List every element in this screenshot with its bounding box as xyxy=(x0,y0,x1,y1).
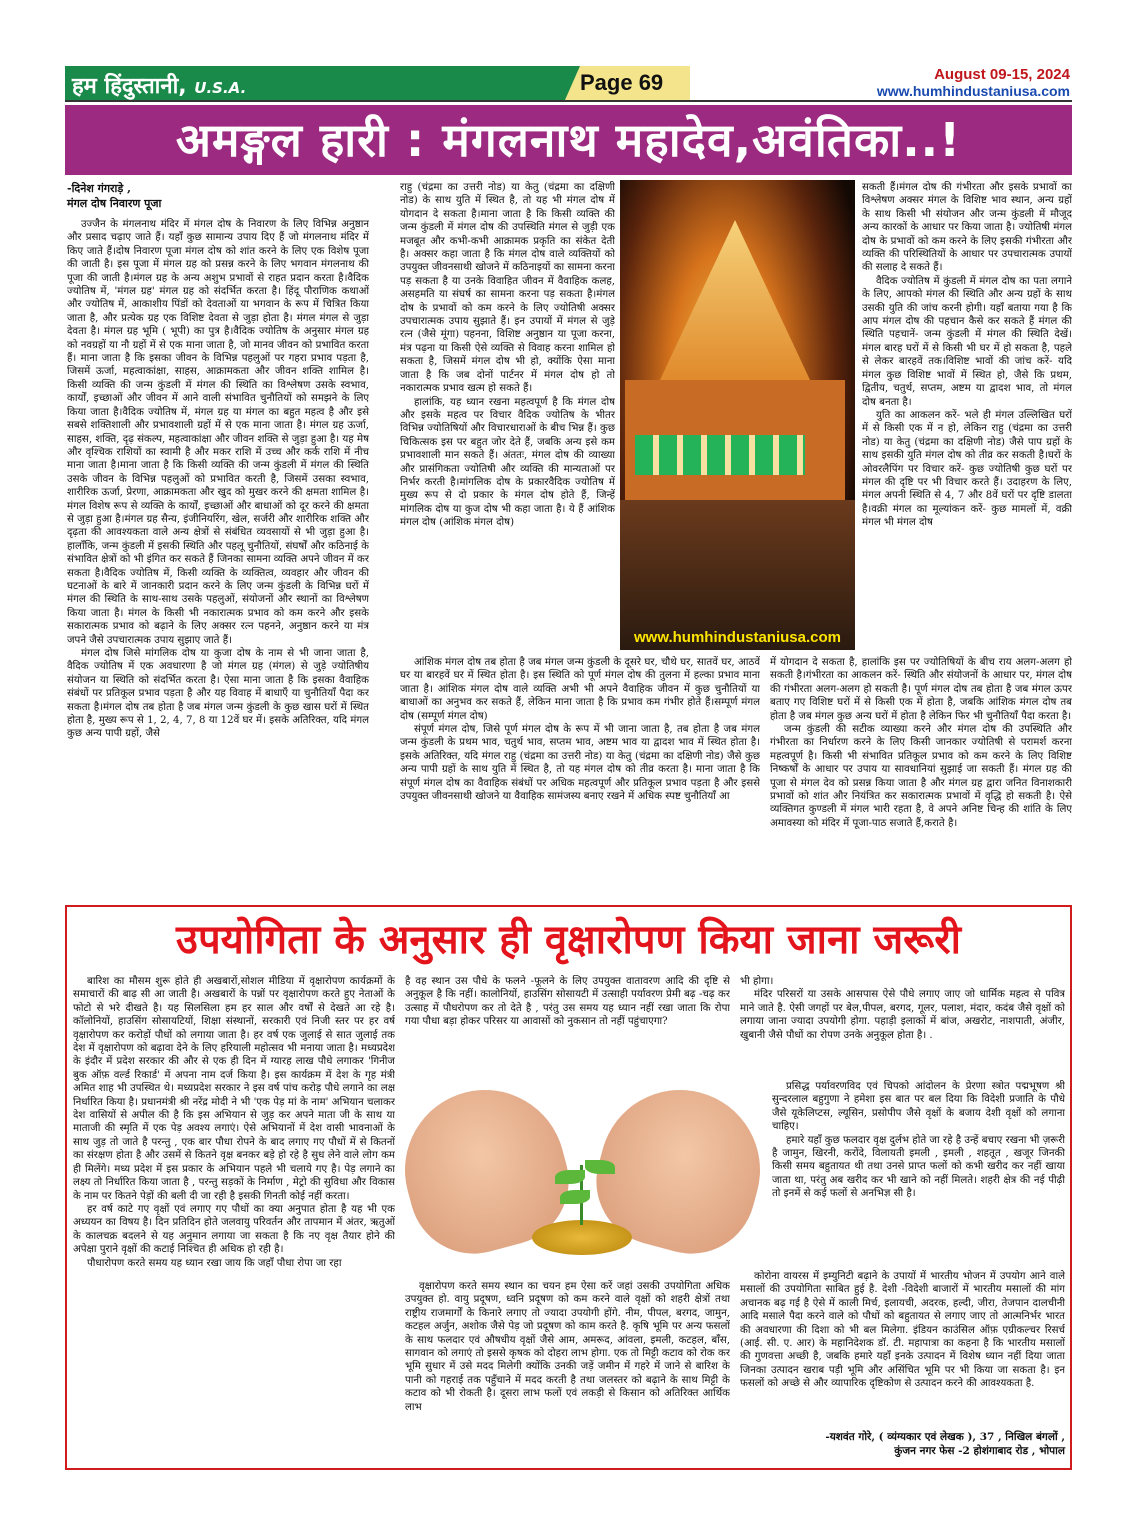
article2-headline: उपयोगिता के अनुसार ही वृक्षारोपण किया जाना जरूरी xyxy=(176,917,961,963)
temple-spire xyxy=(660,220,810,380)
paragraph: राहु (चंद्रमा का उत्तरी नोड) या केतु (चंद्रमा का दक्षिणी नोड) के साथ युति में स्थित है, तो यह भी मंगल दोष में योगदान दे सकता है।माना जाता है कि किसी व्यक्ति की जन्म कुंडली में मंगल दोष की उपस्थिति मंगल से जुड़ी एक मजबूत और कभी-कभी आक्रामक प्रकृति का संकेत देती है। अक्सर कहा जाता है कि मंगल दोष वाले व्यक्तियों को उपयुक्त जीवनसाथी खोजने में कठिनाइयों का सामना करना पड़ सकता है या उनके विवाहित जीवन में वैवाहिक कलह, असहमति या संघर्ष का सामना करना पड़ सकता है।मंगल दोष के प्रभावों को कम करने के लिए ज्योतिषी अक्सर उपचारात्मक उपाय सुझाते हैं। इन उपायों में मंगल से जुड़े रत्न (जैसे मूंगा) पहनना, विशिष्ट अनुष्ठान या पूजा करना, मंत्र पढ़ना या किसी ऐसे व्यक्ति से विवाह करना शामिल हो सकता है, जिसमें मंगल दोष भी हो, क्योंकि ऐसा माना जाता है कि जब दोनों पार्टनर में मंगल दोष हो तो नकारात्मक प्रभाव खत्म हो सकते हैं। xyxy=(400,182,615,395)
article2-column-2-top xyxy=(405,975,730,1067)
paragraph: वैदिक ज्योतिष में कुंडली में मंगल दोष का पता लगाने के लिए, आपको मंगल की स्थिति और अन्य ग्रहों के साथ उसकी युति की जांच करनी होगी। यहाँ बताया गया है कि आप मंगल दोष की पहचान कैसे कर सकते हैं मंगल की स्थिति पहचानें- जन्म कुंडली में मंगल की स्थिति देखें। मंगल बारह घरों में से किसी भी घर में हो सकता है, पहले से लेकर बारहवें तक।विशिष्ट भावों की जांच करें- यदि मंगल कुछ विशिष्ट भावों में स्थित हो, जैसे कि प्रथम, द्वितीय, चतुर्थ, सप्तम, अष्टम या द्वादश भाव, तो मंगल दोष बनता है। xyxy=(862,275,1072,408)
hands-plant-illustration xyxy=(400,1070,765,1270)
article1-column-3-continued xyxy=(770,656,1072,896)
brand-text: हम हिंदुस्तानी, xyxy=(72,74,187,99)
paragraph: वृक्षारोपण करते समय स्थान का चयन हम ऐसा करें जहां उसकी उपयोगिता अधिक उपयुक्त हो. वायु प्रदूषण, ध्वनि प्रदूषण को कम करने वाले वृक्षों को शहरी क्षेत्रों तथा राष्ट्रीय राजमार्गों के किनारे लगाए तो ज्यादा उपयोगी होंगे. नीम, पीपल, बरगद, जामुन, कटहल अर्जुन, अशोक जैसे पेड़ जो प्रदूषण को काम करते है. कृषि भूमि पर अन्य फसलों के साथ फलदार एवं औषधीय वृक्षों जैसे आम, अमरूद, आंवला, इमली, कटहल, बाँस, सागवान को लगाएं तो इससे कृषक को दोहरा लाभ होगा. एक तो मिट्टी कटाव को रोक कर भूमि सुधार में उसे मदद मिलेगी क्योंकि उनकी जड़ें जमीन में गहरे में जाने से बारिश के पानी को गहराई तक पहुँचाने में मदद करती है तथा जलस्तर को बढ़ाने के साथ मिट्टी के कटाव को भी रोकती है। दूसरा लाभ फलों एवं लकड़ी से किसान को अतिरिक्त आर्थिक लाभ xyxy=(405,1281,730,1413)
leaf xyxy=(560,1190,590,1204)
author-address: कुंजन नगर फेस -2 होशंगाबाद रोड , भोपाल xyxy=(894,1445,1065,1457)
article2-column-3-top xyxy=(740,975,1065,1065)
paragraph: बारिश का मौसम शुरू होते ही अखबारों,सोशल मीडिया में वृक्षारोपण कार्यक्रमों के समाचारों की बाढ़ सी आ जाती है। अखबारों के पन्नों पर वृक्षारोपण करते हुए नेताओं के फोटो से भरे दीखते है। यह सिलसिला हम हर साल और वर्षों से देखते आ रहे है। कॉलोनियों, हाउसिंग सोसायटियों, शिक्षा संस्थानों, सरकारी एवं निजी स्तर पर हर वर्ष वृक्षारोपण कर करोड़ों पौधों को लगाया जाता है। हर वर्ष एक जुलाई से सात जुलाई तक देश में वृक्षारोपण को बढ़ावा देने के लिए हरियाली महोत्सव भी मनाया जाता है। मध्यप्रदेश के इंदौर में प्रदेश सरकार की और से एक ही दिन में ग्यारह लाख पौधे लगाकर 'गिनीज बुक ऑफ़ वर्ल्ड रिकार्ड' में अपना नाम दर्ज किया है। इस कार्यक्रम में देश के गृह मंत्री अमित शाह भी उपस्थित थे। मध्यप्रदेश सरकार ने इस वर्ष पांच करोड़ पौधे लगाने का लक्ष निर्धारित किया है। प्रधानमंत्री श्री नरेंद्र मोदी ने भी 'एक पेड़ मां के नाम' अभियान चलाकर देश वासियों से अपील की है कि इस अभियान से जुड़ कर अपने माता जी के साथ या माताजी की स्मृति में एक पेड़ अवश्य लगाएं। ऐसे अभियानों में देश वासी भावनाओं के साथ जुड़ तो जाते है परन्तु , एक बार पौधा रोपने के बाद लगाए गए पौधों में से कितनों का संरक्षण होता है और उसमें से कितने वृक्ष बनकर बड़े हो रहे है सुध लेने वाले लोग कम ही मिलेंगे। मध्य प्रदेश में इस प्रकार के अभियान पहले भी चलाये गए है। पेड़ लगाने का लक्ष्य तो निर्धारित किया जाता है , परन्तु सड़कों के निर्माण , मेट्रो की सुविधा और विकास के नाम पर कितने पेड़ों की बली दी जा रही है इसकी गिनती कोई नहीं करता। xyxy=(73,976,395,1202)
issue-date: August 09-15, 2024 xyxy=(934,66,1070,83)
article1-byline xyxy=(67,181,161,211)
paragraph: प्रसिद्ध पर्यावरणविद एवं चिपको आंदोलन के प्रेरणा स्त्रोत पद्मभूषण श्री सुन्दरलाल बहुगुणा ने हमेशा इस बात पर बल दिया कि विदेशी प्रजाति के पौधे जैसे यूकेलिप्टस, ल्यूसिन, प्रसोपीप जैसे वृक्षों के बजाय देशी वृक्षों को लगाना चाहिए। xyxy=(772,1081,1065,1133)
paragraph: हमारे यहाँ कुछ फलदार वृक्ष दुर्लभ होते जा रहे है उन्हें बचाए रखना भी ज़रूरी है जामुन, खिरनी, करोंदे, विलायती इमली , इमली , शहतूत , खजूर जिनकी किसी समय बहुतायत थी तथा उनसे प्राप्त फलों को कभी खरीद कर नहीं खाया जाता था, परंतु अब खरीद कर भी खाने को नहीं मिलते। शहरी क्षेत्र की नई पीढ़ी तो इनमें से कई फलों से अनभिज्ञ सी है। xyxy=(772,1134,1065,1200)
subhead: मंगल दोष निवारण पूजा xyxy=(67,197,162,210)
temple-lights xyxy=(635,435,805,475)
paragraph: भी होगा। xyxy=(740,976,774,987)
article2-column-2-bottom xyxy=(405,1280,730,1465)
header-rule xyxy=(65,100,1072,102)
article2-author xyxy=(740,1430,1065,1458)
article2-column-3-middle xyxy=(772,1080,1065,1270)
article1-column-1 xyxy=(67,218,369,898)
paragraph: संपूर्ण मंगल दोष, जिसे पूर्ण मंगल दोष के रूप में भी जाना जाता है, तब होता है जब मंगल जन्म कुंडली के प्रथम भाव, चतुर्थ भाव, सप्तम भाव, अष्टम भाव या द्वादश भाव में स्थित होता है। इसके अतिरिक्त, यदि मंगल राहु (चंद्रमा का उत्तरी नोड) या केतु (चंद्रमा का दक्षिणी नोड) जैसे कुछ अन्य पापी ग्रहों के साथ युति में स्थित है, तो यह मंगल दोष को तीव्र करता है। माना जाता है कि संपूर्ण मंगल दोष का वैवाहिक संबंधों पर अधिक महत्वपूर्ण और प्रतिकूल प्रभाव पड़ता है और इससे उपयुक्त जीवनसाथी खोजने या वैवाहिक सामंजस्य बनाए रखने में अधिक स्पष्ट चुनौतियाँ आ xyxy=(400,724,760,803)
website-link[interactable]: www.humhindustaniusa.com xyxy=(876,83,1070,99)
article2-column-3-bottom xyxy=(740,1270,1065,1428)
photo-watermark: www.humhindustaniusa.com xyxy=(634,629,841,646)
page-number: Page 69 xyxy=(580,70,664,95)
paragraph: युति का आकलन करें- भले ही मंगल उल्लिखित घरों में से किसी एक में न हो, लेकिन राहु (चंद्रमा का उत्तरी नोड) या केतु (चंद्रमा का दक्षिणी नोड) जैसे पाप ग्रहों के साथ इसकी युति मंगल दोष को तीव्र कर सकती है।घरों के ओवरलैपिंग पर विचार करें- कुछ ज्योतिषी कुछ घरों पर मंगल की दृष्टि पर भी विचार करते हैं। उदाहरण के लिए, मंगल अपनी स्थिति से 4, 7 और 8वें घरों पर दृष्टि डालता है।वक्री मंगल का मूल्यांकन करें- कुछ मामलों में, वक्री मंगल भी मंगल दोष xyxy=(862,409,1072,529)
paragraph: में योगदान दे सकता है, हालांकि इस पर ज्योतिषियों के बीच राय अलग-अलग हो सकती है।गंभीरता का आकलन करें- स्थिति और संयोजनों के आधार पर, मंगल दोष की गंभीरता अलग-अलग हो सकती है। पूर्ण मंगल दोष तब होता है जब मंगल ऊपर बताए गए विशिष्ट घरों में से किसी एक में होता है, जबकि आंशिक मंगल दोष तब होता है जब मंगल कुछ अन्य घरों में होता है लेकिन फिर भी चुनौतियाँ पैदा करता है। xyxy=(770,657,1072,722)
paragraph: पौधारोपण करते समय यह ध्यान रखा जाय कि जहाँ पौधा रोपा जा रहा xyxy=(87,1257,342,1269)
paragraph: हालांकि, यह ध्यान रखना महत्वपूर्ण है कि मंगल दोष और इसके महत्व पर विचार वैदिक ज्योतिष के भीतर विभिन्न ज्योतिषियों और विचारधाराओं के बीच भिन्न हैं। कुछ चिकित्सक इस पर बहुत जोर देते हैं, जबकि अन्य इसे कम प्रभावशाली मान सकते हैं। अंततः, मंगल दोष की व्याख्या और प्रासंगिकता ज्योतिषी और व्यक्ति की मान्यताओं पर निर्भर करती है।मांगलिक दोष के प्रकारवैदिक ज्योतिष में मुख्य रूप से दो प्रकार के मंगल दोष होते हैं, जिन्हें मांगलिक दोष या कुज दोष भी कहा जाता है। ये हैं आंशिक मंगल दोष (आंशिक मंगल दोष) xyxy=(400,396,615,529)
paragraph: आंशिक मंगल दोष तब होता है जब मंगल जन्म कुंडली के दूसरे घर, चौथे घर, सातवें घर, आठवें घर या बारहवें घर में स्थित होता है। इस स्थिति को पूर्ण मंगल दोष की तुलना में हल्का प्रभाव माना जाता है। आंशिक मंगल दोष वाले व्यक्ति अभी भी अपने वैवाहिक जीवन में कुछ चुनौतियों या बाधाओं का अनुभव कर सकते हैं, लेकिन माना जाता है कि प्रभाव कम गंभीर होते हैं।सम्पूर्ण मंगल दोष (सम्पूर्ण मंगल दोष) xyxy=(400,657,760,722)
temple-courtyard xyxy=(620,500,855,650)
temple-photo xyxy=(620,180,855,650)
paragraph: सकती हैं।मंगल दोष की गंभीरता और इसके प्रभावों का विश्लेषण अक्सर मंगल के विशिष्ट भाव स्थान, अन्य ग्रहों के साथ किसी भी संयोजन और जन्म कुंडली में मौजूद अन्य कारकों के आधार पर किया जाता है। ज्योतिषी मंगल दोष के प्रभावों को कम करने के लिए इसकी गंभीरता और व्यक्ति की परिस्थितियों के आधार पर उपचारात्मक उपायों की सलाह दे सकते हैं। xyxy=(862,182,1072,274)
article1-column-2-continued xyxy=(400,656,760,896)
leaf xyxy=(555,1170,585,1184)
paragraph: उज्जैन के मंगलनाथ मंदिर में मंगल दोष के निवारण के लिए विभिन्न अनुष्ठान और प्रसाद चढ़ाए जाते हैं। यहाँ कुछ सामान्य उपाय दिए हैं जो मंगलनाथ मंदिर में किए जाते हैं।दोष निवारण पूजा मंगल दोष को शांत करने के लिए एक विशेष पूजा की जाती है। इस पूजा में मंगल ग्रह को प्रसन्न करने के लिए भगवान मंगलनाथ की पूजा की जाती है।मंगल ग्रह के अन्य अशुभ प्रभावों से राहत प्रदान करता है।वैदिक ज्योतिष में, 'मंगल ग्रह' मंगल ग्रह को संदर्भित करता है। हिंदू पौराणिक कथाओं और ज्योतिष में, आकाशीय पिंडों को देवताओं या भगवान के रूप में चित्रित किया जाता है, और प्रत्येक ग्रह एक विशिष्ट देवता से जुड़ा होता है। मंगल मंगल से जुड़ा देवता है। मंगल ग्रह भूमि ( भूपी) का पुत्र है।वैदिक ज्योतिष के अनुसार मंगल ग्रह को नवग्रहों या नौ ग्रहों में से एक माना जाता है, जो मानव जीवन को प्रभावित करता हैं। माना जाता है कि इसका जीवन के विभिन्न पहलुओं पर गहरा प्रभाव पड़ता है, जिसमें ऊर्जा, महत्वाकांक्षा, साहस, आक्रामकता और जीवन शक्ति शामिल है। किसी व्यक्ति की जन्म कुंडली में मंगल की स्थिति का विश्लेषण उसके स्वभाव, कार्यों, इच्छाओं और जीवन में आने वाली संभावित चुनौतियों को समझने के लिए किया जाता है।वैदिक ज्योतिष में, मंगल ग्रह या मंगल का बहुत महत्व है और इसे सबसे शक्तिशाली और प्रभावशाली ग्रहों में से एक माना जाता है। मंगल ग्रह ऊर्जा, साहस, शक्ति, दृढ़ संकल्प, महत्वाकांक्षा और जीवन शक्ति से जुड़ा हुआ है। यह मेष और वृश्चिक राशियों का स्वामी है और मकर राशि में उच्च और कर्क राशि में नीच माना जाता है।माना जाता है कि किसी व्यक्ति की जन्म कुंडली में मंगल की स्थिति उसके जीवन के विभिन्न पहलुओं को प्रभावित करती है, जिसमें उसका स्वभाव, शारीरिक ऊर्जा, प्रेरणा, आक्रामकता और खुद को मुखर करने की क्षमता शामिल है। मंगल विशेष रूप से व्यक्ति के कार्यों, इच्छाओं और बाधाओं को दूर करने की क्षमता से जुड़ा हुआ है।मंगल ग्रह सैन्य, इंजीनियरिंग, खेल, सर्जरी और शारीरिक शक्ति और दृढ़ता की आवश्यकता वाले अन्य क्षेत्रों से संबंधित व्यवसायों से भी जुड़ा हुआ है। हालाँकि, जन्म कुंडली में इसकी स्थिति और पहलू चुनौतियों, संघर्षों और कठिनाई के संभावित क्षेत्रों को भी इंगित कर सकते हैं जिनका सामना व्यक्ति अपने जीवन में कर सकता है।वैदिक ज्योतिष में, किसी व्यक्ति के व्यक्तित्व, व्यवहार और जीवन की घटनाओं के बारे में जानकारी प्रदान करने के लिए जन्म कुंडली के विभिन्न घरों में मंगल की स्थिति के साथ-साथ उसके पहलुओं, संयोजनों और स्थानों का विश्लेषण किया जाता है। मंगल के किसी भी नकारात्मक प्रभाव को कम करने और इसके सकारात्मक प्रभाव को बढ़ाने के लिए अक्सर रत्न पहनने, अनुष्ठान करने या मंत्र जपने जैसे उपचारात्मक उपाय सुझाए जाते हैं। xyxy=(67,219,369,646)
brand-suffix: U.S.A. xyxy=(194,79,247,97)
article1-headline: अमङ्गल हारी : मंगलनाथ महादेव,अवंतिका..! xyxy=(175,113,962,167)
paragraph: मंगल दोष जिसे मांगलिक दोष या कुजा दोष के नाम से भी जाना जाता है, वैदिक ज्योतिष में एक अवधारणा है जो मंगल ग्रह (मंगल) से जुड़े ज्योतिषीय संयोजन या स्थिति को संदर्भित करता है। ऐसा माना जाता है कि इसका वैवाहिक संबंधों पर प्रतिकूल प्रभाव पड़ता है और यह विवाह में बाधाएँ या चुनौतियाँ पैदा कर सकता है।मंगल दोष तब होता है जब मंगल जन्म कुंडली के कुछ खास घरों में स्थित होता है, मुख्य रूप से 1, 2, 4, 7, 8 या 12वें घर में। इसके अतिरिक्त, यदि मंगल कुछ अन्य पापी ग्रहों, जैसे xyxy=(67,648,369,740)
leaf xyxy=(585,1160,615,1174)
paragraph: मंदिर परिसरों या उसके आसपास ऐसे पौधे लगाए जाए जो धार्मिक महत्व से पवित्र माने जाते है. ऐसी जगहों पर बेल,पीपल, बरगद, गूलर, पलाश, मंदार, कदंब जैसे वृक्षों को लगाया जाना ज्यादा उपयोगी होगा. पहाड़ी इलाकों में बांज, अखरोट, नाशपाती, अंजीर, खुबानी जैसे पौधों का रोपण उनके अनुकूल होता है। . xyxy=(740,989,1065,1041)
article2-column-1 xyxy=(73,975,395,1463)
article1-column-3 xyxy=(862,181,1072,651)
paragraph: है वह स्थान उस पौधे के फलने -फूलने के लिए उपयुक्त वातावरण आदि की दृष्टि से अनुकूल है कि नहीं। कालोनियों, हाउसिंग सोसायटी में उत्साही पर्यावरण प्रेमी बढ़ -चढ़ कर उत्साह में पौधरोपण कर तो देते है , परंतु उस समय यह ध्यान नहीं रखा जाता कि रोपा गया पौधा बड़ा होकर परिसर या आवासों को नुकसान तो नहीं पहुंचाएगा? xyxy=(405,976,730,1028)
paragraph: जन्म कुंडली की सटीक व्याख्या करने और मंगल दोष की उपस्थिति और गंभीरता का निर्धारण करने के लिए किसी जानकार ज्योतिषी से परामर्श करना महत्वपूर्ण है। किसी भी संभावित प्रतिकूल प्रभाव को कम करने के लिए विशिष्ट निष्कर्षों के आधार पर उपाय या सावधानियां सुझाई जा सकती हैं। मंगल ग्रह की पूजा से मंगल देव को प्रसन्न किया जाता है और मंगल ग्रह द्वारा जनित विनाशकारी प्रभावों को शांत और नियंत्रित कर सकारात्मक प्रभावों में वृद्धि हो सकती है। ऐसे व्यक्तिगत कुण्डली में मंगल भारी रहता है, वे अपने अनिष्ट चिन्ह की शांति के लिए अमावस्या को मंदिर में पूजा-पाठ सजाते हैं,कराते है। xyxy=(770,724,1072,829)
newspaper-name xyxy=(72,70,246,100)
paragraph: हर वर्ष काटे गए वृक्षों एवं लगाए गए पौधों का क्या अनुपात होता है यह भी एक अध्ययन का विषय है। दिन प्रतिदिन होते जलवायु परिवर्तन और तापमान में अंतर, ऋतुओं के कालचक्र बदलने से यह अनुमान लगाया जा सकता है कि नए वृक्ष तैयार होने की अपेक्षा पुराने वृक्षों की कटाई निश्चित ही अधिक हो रही है। xyxy=(73,1203,395,1256)
article1-column-2 xyxy=(400,181,615,651)
author-name: -दिनेश गंगराड़े , xyxy=(67,182,131,195)
coins xyxy=(532,1220,632,1255)
paragraph: कोरोना वायरस में इम्युनिटी बढ़ाने के उपायों में भारतीय भोजन में उपयोग आने वाले मसालों की उपयोगिता साबित हुई है. देशी -विदेशी बाजारों में भारतीय मसालों की मांग अचानक बढ़ गई है ऐसे में काली मिर्च, इलायची, अदरक, हल्दी, जीरा, तेजपान दालचीनी आदि मसाले पैदा करने वाले को पौधों को बहुतायत से लगाए जाए तो आत्मनिर्भर भारत की अवधारणा की दिशा को भी बल मिलेगा. इंडियन काउंसिल ऑफ़ एग्रीकल्चर रिसर्च (आई. सी. ए. आर) के महानिदेशक डॉ. टी. महापात्रा का कहना है कि भारतीय मसालों की गुणवत्ता अच्छी है, जबकि हमारे यहाँ इनके उत्पादन में विशेष ध्यान नहीं दिया जाता जिनका उत्पादन खराब पड़ी भूमि और असिंचित भूमि पर भी किया जा सकता है। इन फसलों को अच्छे से और व्यापारिक दृष्टिकोण से उत्पादन करने की आवश्यकता है. xyxy=(740,1271,1065,1390)
author-line: -यशवंत गोरे, ( व्यंग्यकार एवं लेखक ), 37 , निखिल बंगलों , xyxy=(825,1431,1065,1443)
